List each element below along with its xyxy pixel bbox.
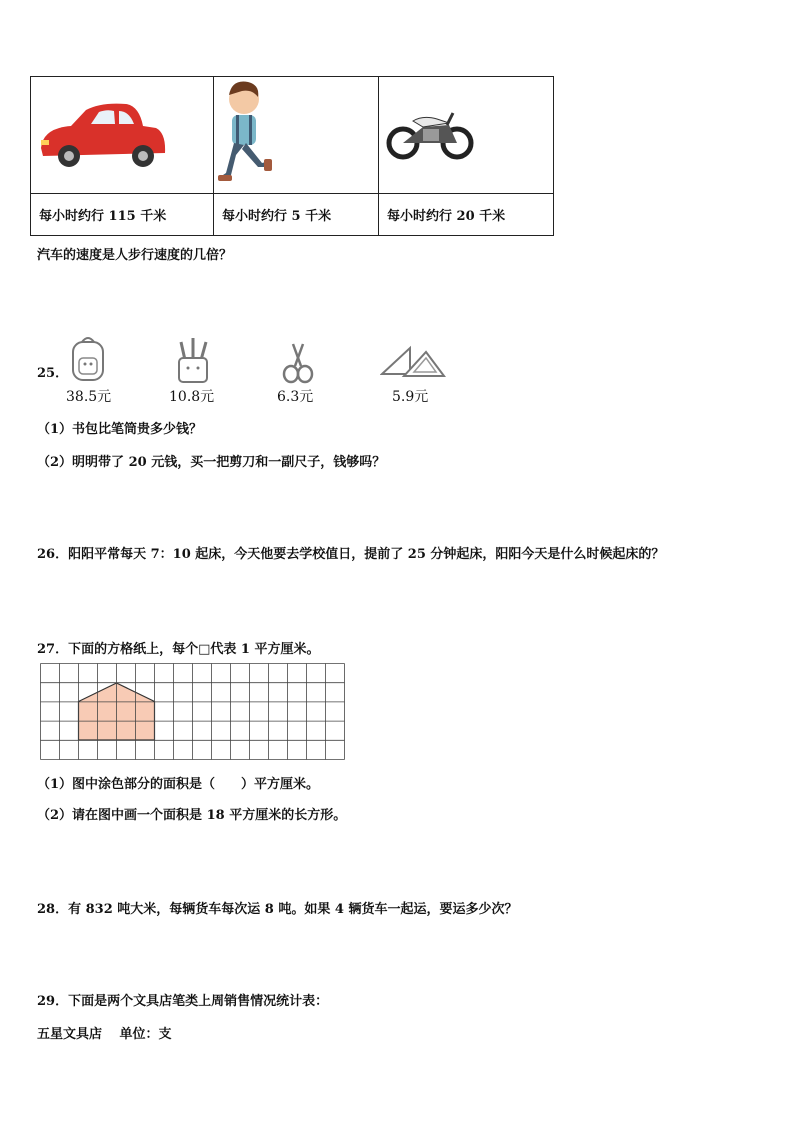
q25-sub2: （2）明明带了 20 元钱，买一把剪刀和一副尺子，钱够吗？ bbox=[37, 455, 386, 470]
q25-number: 25． bbox=[37, 366, 69, 381]
car-icon bbox=[31, 78, 211, 188]
pencil-holder-icon bbox=[173, 336, 213, 384]
motorcycle-speed-label: 每小时约行 20 千米 bbox=[379, 194, 554, 236]
car-cell bbox=[31, 77, 214, 194]
triangle-ruler-icon bbox=[380, 344, 446, 378]
walking-boy-icon bbox=[214, 77, 374, 189]
q27-sub2: （2）请在图中画一个面积是 18 平方厘米的长方形。 bbox=[37, 808, 347, 823]
car-speed-label: 每小时约行 115 千米 bbox=[31, 194, 214, 236]
q27-sub1: （1）图中涂色部分的面积是（ ）平方厘米。 bbox=[37, 777, 320, 792]
q25-sub1: （1）书包比笔筒贵多少钱？ bbox=[37, 422, 203, 437]
q28-text: 28．有 832 吨大米，每辆货车每次运 8 吨。如果 4 辆货车一起运，要运多少次？ bbox=[37, 902, 518, 917]
scissors-icon bbox=[281, 342, 315, 384]
triangle-ruler-price: 5.9元 bbox=[392, 389, 429, 405]
pencil-holder-price: 10.8元 bbox=[169, 389, 215, 405]
grid-paper bbox=[40, 663, 347, 760]
speed-table bbox=[30, 76, 554, 236]
walking-cell bbox=[214, 77, 379, 194]
motorcycle-icon bbox=[379, 77, 549, 189]
q27-text: 27．下面的方格纸上，每个□代表 1 平方厘米。 bbox=[37, 642, 320, 657]
q29-caption: 五星文具店 单位：支 bbox=[37, 1027, 172, 1042]
backpack-icon bbox=[68, 334, 108, 384]
motorcycle-cell bbox=[379, 77, 554, 194]
speed-question: 汽车的速度是人步行速度的几倍？ bbox=[37, 248, 233, 263]
q26-text: 26．阳阳平常每天 7：10 起床，今天他要去学校值日，提前了 25 分钟起床，阳阳今天是什么时候起床的？ bbox=[37, 547, 665, 562]
q29-text: 29．下面是两个文具店笔类上周销售情况统计表： bbox=[37, 994, 329, 1009]
walking-speed-label: 每小时约行 5 千米 bbox=[214, 194, 379, 236]
backpack-price: 38.5元 bbox=[66, 389, 112, 405]
scissors-price: 6.3元 bbox=[277, 389, 314, 405]
